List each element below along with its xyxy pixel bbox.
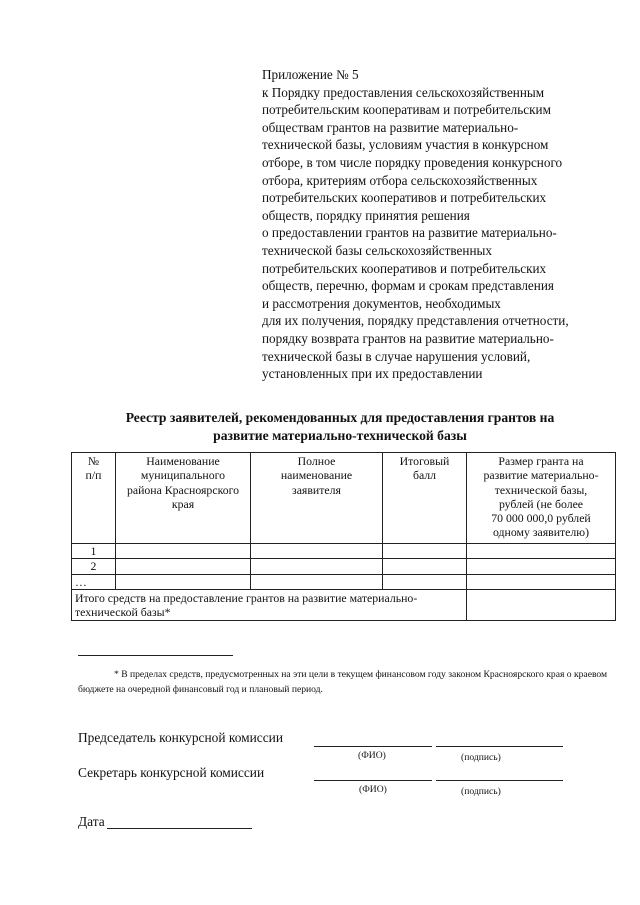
- table-cell: [251, 544, 383, 559]
- table-row: [72, 559, 616, 574]
- row-number: 2: [72, 559, 116, 574]
- appendix-line: обществ, порядку принятия решения: [262, 207, 470, 223]
- appendix-line: для их получения, порядку представления отчетности,: [262, 313, 569, 329]
- appendix-line: порядку возврата грантов на развитие материально-: [262, 330, 554, 346]
- secretary-label: Секретарь конкурсной комиссии: [78, 765, 265, 780]
- secretary-fio-caption: (ФИО): [359, 784, 387, 795]
- header-number: № п/п: [72, 453, 116, 544]
- title-line-2: развитие материально-технической базы: [213, 428, 467, 443]
- appendix-line: технической базы, условиям участия в конкурсном: [262, 137, 549, 153]
- table-cell: [467, 574, 616, 589]
- appendix-line: обществам грантов на развитие материально-: [262, 119, 519, 135]
- chairman-signature-line: [436, 746, 563, 747]
- table-cell: [251, 559, 383, 574]
- table-total-row: [72, 589, 616, 621]
- table-row: [72, 574, 616, 589]
- appendix-line: обществ, перечню, формам и срокам представления: [262, 278, 554, 294]
- appendix-line: к Порядку предоставления сельскохозяйственным: [262, 84, 545, 100]
- appendix-line: установленных при их предоставлении: [262, 366, 483, 382]
- secretary-signature-caption: (подпись): [461, 786, 501, 797]
- header-applicant-name: Полное наименование заявителя: [251, 453, 383, 544]
- table-cell: [251, 574, 383, 589]
- row-number: 1: [72, 544, 116, 559]
- table-cell: [383, 559, 467, 574]
- appendix-line: и рассмотрения документов, необходимых: [262, 295, 501, 311]
- footnote: * В пределах средств, предусмотренных на эти цели в текущем финансовом году законом Красноярского края о краевом бюджете на очередной финансовый год и плановый период.: [78, 669, 608, 695]
- table-cell: [116, 544, 251, 559]
- appendix-line: технической базы сельскохозяйственных: [262, 242, 492, 258]
- appendix-line: отборе, в том числе порядку проведения конкурсного: [262, 154, 563, 170]
- date-label: Дата: [78, 814, 105, 829]
- secretary-fio-line: [314, 780, 432, 781]
- total-value-cell: [467, 589, 616, 621]
- chairman-label: Председатель конкурсной комиссии: [78, 730, 283, 745]
- registry-table: [71, 452, 616, 621]
- chairman-fio-line: [314, 746, 432, 747]
- table-cell: [116, 574, 251, 589]
- appendix-line: технической базы в случае нарушения условий,: [262, 348, 531, 364]
- document-title: [70, 409, 610, 445]
- date-line: [107, 828, 252, 829]
- appendix-line: о предоставлении грантов на развитие материально-: [262, 225, 557, 241]
- table-cell: [383, 574, 467, 589]
- total-label: Итого средств на предоставление грантов на развитие материально-технической базы*: [72, 589, 467, 621]
- row-number: …: [72, 574, 116, 589]
- table-cell: [383, 544, 467, 559]
- table-row: [72, 544, 616, 559]
- header-grant-amount: Размер гранта на развитие материально- технической базы, рублей (не более 70 000 000,0 рублей одному заявителю): [467, 453, 616, 544]
- appendix-header: [262, 66, 622, 383]
- footnote-divider: [78, 655, 233, 656]
- table-header-row: [72, 453, 616, 544]
- chairman-signature-caption: (подпись): [461, 752, 501, 763]
- appendix-line: потребительских кооперативов и потребительских: [262, 190, 547, 206]
- appendix-line: потребительских кооперативов и потребительских: [262, 260, 547, 276]
- table-cell: [116, 559, 251, 574]
- table-cell: [467, 559, 616, 574]
- secretary-signature-line: [436, 780, 563, 781]
- appendix-line: Приложение № 5: [262, 67, 359, 82]
- chairman-fio-caption: (ФИО): [358, 750, 386, 761]
- header-municipality: Наименование муниципального района Красноярского края: [116, 453, 251, 544]
- appendix-line: потребительским кооперативам и потребительским: [262, 102, 551, 118]
- header-total-score: Итоговый балл: [383, 453, 467, 544]
- title-line-1: Реестр заявителей, рекомендованных для предоставления грантов на: [125, 410, 555, 425]
- appendix-line: отбора, критериям отбора сельскохозяйственных: [262, 172, 538, 188]
- table-cell: [467, 544, 616, 559]
